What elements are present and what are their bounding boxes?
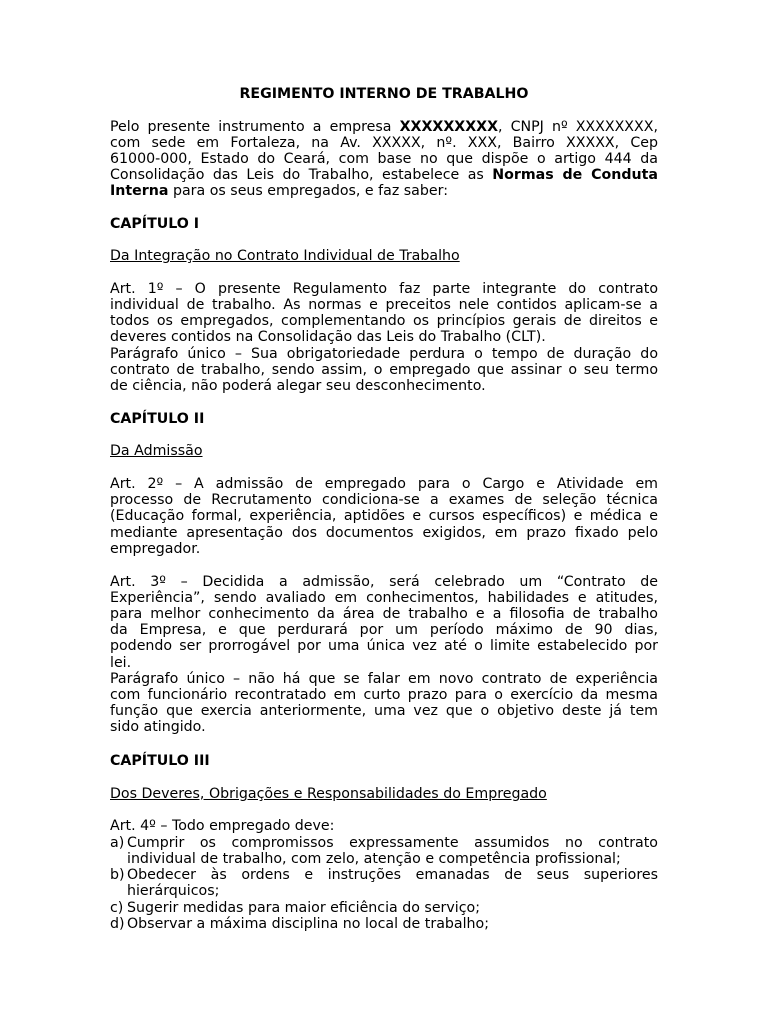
list-item-text: hierárquicos; xyxy=(127,883,220,899)
art3-line: lei. xyxy=(110,655,132,671)
chapter-2-subheading: Da Admissão xyxy=(110,443,203,459)
art1-line: deveres contidos na Consolidação das Leis do Trabalho (CLT). xyxy=(110,329,546,345)
list-item xyxy=(110,916,658,933)
list-item-label: c) xyxy=(110,900,124,916)
art2-line: Art. 2º – A admissão de empregado para o Cargo e Atividade em xyxy=(110,476,658,492)
art2-line: empregador. xyxy=(110,541,201,557)
intro-line-2: com sede em Fortaleza, na Av. XXXXX, nº. XXX, Bairro XXXXX, Cep xyxy=(110,135,658,151)
chapter-3-subheading: Dos Deveres, Obrigações e Responsabilidades do Empregado xyxy=(110,786,547,802)
intro-line-5: Interna para os seus empregados, e faz saber: xyxy=(110,183,448,199)
art3-line: podendo ser prorrogável por uma única vez até o limite estabelecido por xyxy=(110,638,658,654)
art4-line: Art. 4º – Todo empregado deve: xyxy=(110,818,335,834)
list-item-text: individual de trabalho, com zelo, atenção e competência profissional; xyxy=(127,851,621,867)
list-item-text: Obedecer às ordens e instruções emanadas de seus superiores xyxy=(127,867,658,883)
chapter-3-heading: CAPÍTULO III xyxy=(110,753,210,769)
art2-line: (Educação formal, experiência, aptidões e cursos específicos) e médica e xyxy=(110,508,658,524)
art1-line: Parágrafo único – Sua obrigatoriedade perdura o tempo de duração do xyxy=(110,346,658,362)
art1-line: Art. 1º – O presente Regulamento faz parte integrante do contrato xyxy=(110,281,658,297)
art1-line: contrato de trabalho, sendo assim, o empregado que assinar o seu termo xyxy=(110,362,658,378)
art3-line: da Empresa, e que perdurará por um período máximo de 90 dias, xyxy=(110,622,658,638)
chapter-1-subheading: Da Integração no Contrato Individual de Trabalho xyxy=(110,248,460,264)
list-item-text: Sugerir medidas para maior eficiência do serviço; xyxy=(127,900,480,916)
art3-line: para melhor conhecimento da área de trabalho e a filosofia de trabalho xyxy=(110,606,658,622)
list-item xyxy=(110,900,658,917)
art3-line: sido atingido. xyxy=(110,719,206,735)
intro-line-3: 61000-000, Estado do Ceará, com base no que dispõe o artigo 444 da xyxy=(110,151,658,167)
art3-line: com funcionário recontratado em curto prazo para o exercício da mesma xyxy=(110,687,658,703)
list-item-text: Observar a máxima disciplina no local de trabalho; xyxy=(127,916,489,932)
intro-line-4: Consolidação das Leis do Trabalho, estabelece as Normas de Conduta xyxy=(110,167,658,183)
art1-line: de ciência, não poderá alegar seu desconhecimento. xyxy=(110,378,486,394)
document-title: REGIMENTO INTERNO DE TRABALHO xyxy=(239,86,529,102)
art3-line: Parágrafo único – não há que se falar em novo contrato de experiência xyxy=(110,671,658,687)
art2-line: processo de Recrutamento condiciona-se a exames de seleção técnica xyxy=(110,492,658,508)
art3-line: Art. 3º – Decidida a admissão, será celebrado um “Contrato de xyxy=(110,574,658,590)
list-item-text: Cumprir os compromissos expressamente assumidos no contrato xyxy=(127,835,658,851)
chapter-2-heading: CAPÍTULO II xyxy=(110,411,205,427)
list-item-label: b) xyxy=(110,867,125,883)
chapter-1-heading: CAPÍTULO I xyxy=(110,216,200,232)
list-item xyxy=(110,835,658,852)
art3-line: Experiência”, sendo avaliado em conhecimentos, habilidades e atitudes, xyxy=(110,590,658,606)
list-item-label: a) xyxy=(110,835,125,851)
art1-line: todos os empregados, complementando os princípios gerais de direitos e xyxy=(110,313,658,329)
list-item-label: d) xyxy=(110,916,125,932)
intro-line-1: Pelo presente instrumento a empresa XXXXXXXXX, CNPJ nº XXXXXXXX, xyxy=(110,119,658,135)
art2-line: mediante apresentação dos documentos exigidos, em prazo fixado pelo xyxy=(110,525,658,541)
art3-line: função que exercia anteriormente, uma vez que o objetivo deste já tem xyxy=(110,703,658,719)
list-item xyxy=(110,867,658,884)
art1-line: individual de trabalho. As normas e preceitos nele contidos aplicam-se a xyxy=(110,297,658,313)
